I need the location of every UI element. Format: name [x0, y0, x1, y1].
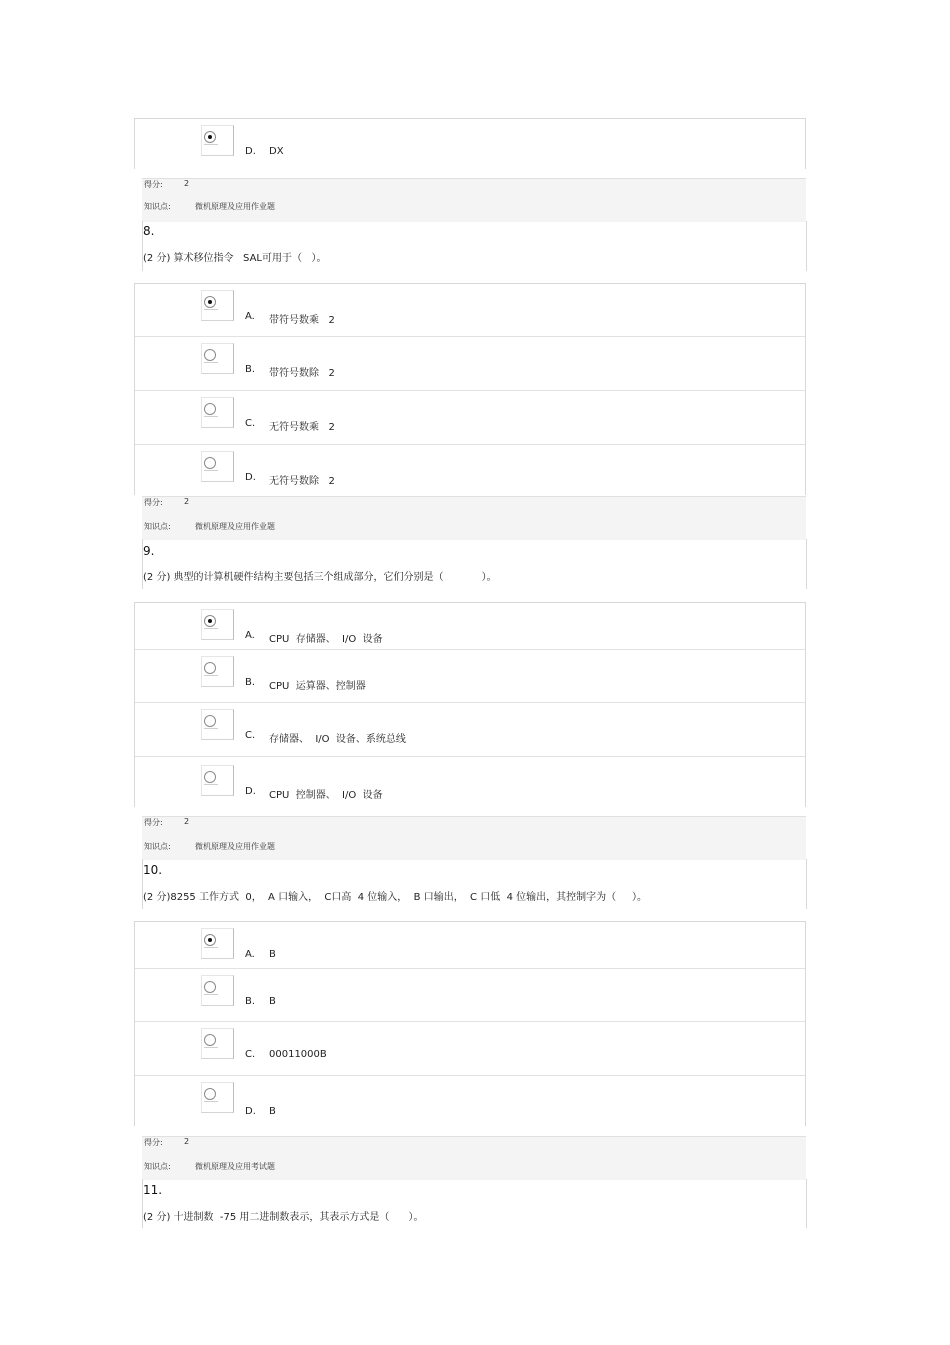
score-block-q8 — [142, 496, 806, 540]
option-row-q10-a[interactable] — [135, 922, 805, 969]
radio-q8-a[interactable] — [201, 290, 234, 321]
option-row-q8-c[interactable] — [135, 391, 805, 445]
knowledge-point-value: 微机原理及应用作业题 — [195, 522, 275, 531]
option-letter: D. — [245, 472, 256, 483]
options-table-q10 — [134, 921, 806, 1126]
option-letter: B. — [245, 677, 256, 688]
option-letter: D. — [245, 786, 256, 797]
radio-unselected-icon — [204, 981, 216, 993]
option-row-q9-d[interactable] — [135, 757, 805, 807]
score-value: 2 — [184, 817, 190, 826]
radio-selected-icon — [204, 615, 216, 627]
option-row-q9-b[interactable] — [135, 650, 805, 703]
score-block-q9 — [142, 816, 806, 860]
radio-q7-d[interactable] — [201, 125, 234, 156]
option-text: 存储器、 I/O 设备、系统总线 — [269, 734, 406, 745]
question-text: (2 分) 典型的计算机硬件结构主要包括三个组成部分，它们分别是（ ）。 — [143, 572, 497, 583]
question-number: 10. — [143, 863, 163, 877]
question-number: 9. — [143, 544, 155, 558]
option-row-q9-c[interactable] — [135, 703, 805, 757]
option-row-q8-a[interactable] — [135, 284, 805, 337]
knowledge-point-value: 微机原理及应用作业题 — [195, 202, 275, 211]
option-letter: D. — [245, 1106, 256, 1117]
options-table-q9 — [134, 602, 806, 807]
option-letter: A. — [245, 311, 255, 322]
score-label: 得分: — [144, 1138, 163, 1147]
score-label: 得分: — [144, 818, 163, 827]
score-value: 2 — [184, 1137, 190, 1146]
question-text: (2 分)8255 工作方式 0， A 口输入， C口高 4 位输入， B 口输出， C 口低 4 位输出，其控制字为（ ）。 — [143, 892, 648, 903]
radio-unselected-icon — [204, 1034, 216, 1046]
radio-q9-d[interactable] — [201, 765, 234, 796]
option-text: 带符号数乘 2 — [269, 315, 335, 326]
option-row-q10-b[interactable] — [135, 969, 805, 1022]
option-letter: A. — [245, 949, 255, 960]
option-row-q7-d[interactable] — [135, 119, 805, 169]
score-block-q7 — [142, 178, 806, 222]
radio-q10-a[interactable] — [201, 928, 234, 959]
score-label: 得分: — [144, 180, 163, 189]
radio-q8-b[interactable] — [201, 343, 234, 374]
knowledge-point-label: 知识点: — [144, 522, 171, 531]
option-text: 00011000B — [269, 1049, 327, 1060]
option-letter: C. — [245, 418, 256, 429]
question-text: (2 分) 十进制数 -75 用二进制数表示，其表示方式是（ ）。 — [143, 1212, 424, 1223]
option-letter: D. — [245, 146, 256, 157]
knowledge-point-value: 微机原理及应用作业题 — [195, 842, 275, 851]
options-table-q8 — [134, 283, 806, 495]
radio-q10-d[interactable] — [201, 1082, 234, 1113]
question-number: 8. — [143, 224, 155, 238]
option-letter: C. — [245, 730, 256, 741]
radio-unselected-icon — [204, 1088, 216, 1100]
option-row-q10-d[interactable] — [135, 1076, 805, 1126]
option-text: CPU 运算器、控制器 — [269, 681, 366, 692]
score-value: 2 — [184, 497, 190, 506]
score-label: 得分: — [144, 498, 163, 507]
question-number: 11. — [143, 1183, 163, 1197]
option-text: CPU 控制器、 I/O 设备 — [269, 790, 383, 801]
option-letter: B. — [245, 996, 256, 1007]
radio-selected-icon — [204, 296, 216, 308]
radio-q9-c[interactable] — [201, 709, 234, 740]
radio-unselected-icon — [204, 662, 216, 674]
option-text: 无符号数乘 2 — [269, 422, 335, 433]
radio-q8-c[interactable] — [201, 397, 234, 428]
question-text: (2 分) 算术移位指令 SAL可用于（ ）。 — [143, 253, 327, 264]
knowledge-point-label: 知识点: — [144, 202, 171, 211]
option-letter: A. — [245, 630, 255, 641]
option-text: CPU 存储器、 I/O 设备 — [269, 634, 383, 645]
option-row-q9-a[interactable] — [135, 603, 805, 650]
option-row-q8-b[interactable] — [135, 337, 805, 391]
option-letter: B. — [245, 364, 256, 375]
knowledge-point-label: 知识点: — [144, 1162, 171, 1171]
option-row-q10-c[interactable] — [135, 1022, 805, 1076]
score-block-q10 — [142, 1136, 806, 1180]
option-text: DX — [269, 146, 284, 157]
radio-unselected-icon — [204, 771, 216, 783]
options-table-q7 — [134, 118, 806, 169]
score-value: 2 — [184, 179, 190, 188]
knowledge-point-label: 知识点: — [144, 842, 171, 851]
radio-q10-b[interactable] — [201, 975, 234, 1006]
radio-q10-c[interactable] — [201, 1028, 234, 1059]
radio-unselected-icon — [204, 349, 216, 361]
radio-q9-b[interactable] — [201, 656, 234, 687]
option-text: 带符号数除 2 — [269, 368, 335, 379]
knowledge-point-value: 微机原理及应用考试题 — [195, 1162, 275, 1171]
option-text: 无符号数除 2 — [269, 476, 335, 487]
radio-unselected-icon — [204, 715, 216, 727]
radio-q9-a[interactable] — [201, 609, 234, 640]
radio-unselected-icon — [204, 457, 216, 469]
option-text: B — [269, 996, 276, 1007]
option-text: B — [269, 1106, 276, 1117]
radio-unselected-icon — [204, 403, 216, 415]
radio-selected-icon — [204, 934, 216, 946]
radio-selected-icon — [204, 131, 216, 143]
option-row-q8-d[interactable] — [135, 445, 805, 495]
option-letter: C. — [245, 1049, 256, 1060]
radio-q8-d[interactable] — [201, 451, 234, 482]
option-text: B — [269, 949, 276, 960]
